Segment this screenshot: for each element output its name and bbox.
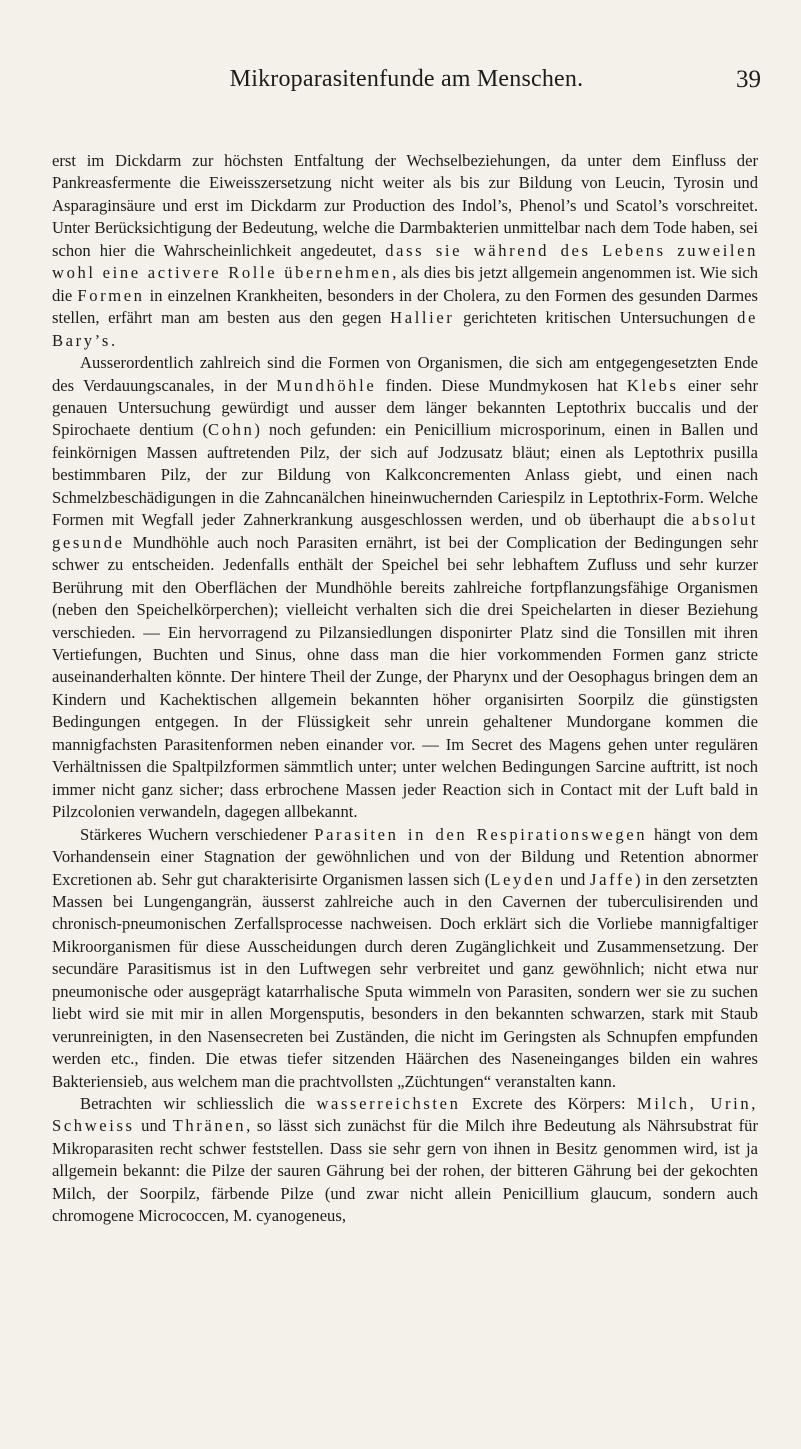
spaced-emphasis: Mundhöhle (276, 375, 377, 395)
spaced-emphasis: Milch, Urin, Schweiss (52, 1094, 758, 1136)
spaced-emphasis: absolut gesunde (52, 510, 758, 552)
text-run: erst im Dickdarm zur höchsten Entfaltung der Wechselbeziehungen, da unter dem Einfluss der Pankreasfermente die Eiweisszersetzung nicht weiter als bis zur Bildung von Leucin, Tyrosin und Asparaginsäure und erst im Dickdarm zur Production des Indol’s, Phenol’s und Scatol’s vorschreitet. Unter Berücksichtigung der Bedeutung, welche die Darmbakterien unmittelbar nach dem Tode haben, sei schon hier die Wahrscheinlichkeit angedeutet, (52, 151, 758, 260)
paragraph-2 (52, 352, 758, 824)
running-title: Mikroparasitenfunde am Menschen. (229, 66, 584, 92)
spaced-emphasis: Parasiten in den Respirationswegen (314, 824, 648, 844)
text-run: ) in den zersetzten Massen bei Lungengangrän, äusserst zahlreiche auch in den Cavernen der tuberculisirenden und chronisch-pneumonischen Zerfallsprocesse nachweisen. Doch erklärt sich die Vorliebe mannigfaltiger Mikroorganismen für diese Ausscheidungen durch deren Zugänglichkeit und Zusammensetzung. Der secundäre Parasitismus ist in den Luftwegen sehr verbreitet und ganz gewöhnlich; nicht etwa nur pneumonische oder ausgeprägt katarrhalische Sputa wimmeln von Parasiten, sondern wer sie zu suchen liebt wird sie mit mir in allen Morgensputis, besonders in den bekannten schwarzen, stark mit Staub verunreinigten, in den Nasensecreten bei Zuständen, die nicht im Geringsten als Schnupfen empfunden werden etc., finden. Die etwas tiefer sitzenden Häärchen des Naseneinganges bilden ein wahres Bakteriensieb, aus welchem man die prachtvollsten „Züchtungen“ veranstalten kann. (52, 869, 759, 1091)
text-run: Ausserordentlich zahlreich sind die Formen von Organismen, die sich am entgegengesetzten Ende des Verdauungscanales, in der (52, 353, 758, 395)
spaced-emphasis: dass sie während des Lebens zuweilen wohl eine activere Rolle übernehmen (52, 240, 758, 283)
text-run: gerichteten kritischen Untersuchungen (454, 308, 738, 328)
spaced-emphasis: wasserreichsten (316, 1094, 461, 1114)
spaced-emphasis: Jaffe (590, 869, 635, 889)
text-run: in einzelnen Krankheiten, besonders in der Cholera, zu den Formen des gesunden Darmes stellen, erfährt man am besten aus den gegen (52, 285, 759, 328)
text-run: , so lässt sich zunächst für die Milch ihre Bedeutung als Nährsubstrat für Mikroparasiten recht schwer feststellen. Dass sie sehr gern von ihnen in Besitz genommen wird, ist ja allgemein bekannt: die Pilze der sauren Gährung bei der rohen, der bitteren Gährung bei der gekochten Milch, der Soorpilz, färbende Pilze (und zwar nicht allein Penicillium glaucum, sondern auch chromogene Micrococcen, M. cyanogeneus, (52, 1116, 759, 1226)
text-run: und (555, 869, 591, 889)
text-run: . (110, 330, 116, 350)
spaced-emphasis: Thränen (172, 1116, 247, 1136)
page-number: 39 (736, 66, 761, 93)
spaced-emphasis: Cohn (208, 420, 255, 440)
text-run: Mundhöhle auch noch Parasiten ernährt, ist bei der Complication der Bedingungen sehr schwer zu entscheiden. Jedenfalls enthält der Speichel bei sehr lebhaftem Zufluss und sehr kurzer Berührung mit den Oberflächen der Mundhöhle bereits zahlreiche fortpflanzungsfähige Organismen (neben den Speichelkörperchen); vielleicht verhalten sich die drei Speichelarten in dieser Beziehung verschieden. — Ein hervorragend zu Pilzansiedlungen disponirter Platz sind die Tonsillen mit ihren Vertiefungen, Buchten und Sinus, ohne dass man die hier vorkommenden Formen ganz stricte auseinanderhalten könnte. Der hintere Theil der Zunge, der Pharynx und der Oesophagus bringen dem an Kindern und Kachektischen allgemein bekannten höher organisirten Soorpilz die günstigsten Bedingungen entgegen. In der Flüssigkeit sehr unrein gehaltener Mundorgane kommen die mannigfachsten Parasitenformen neben einander vor. — Im Secret des Magens gehen unter regulären Verhältnissen die Spaltpilzformen sämmtlich unter; unter welchen Bedingungen Sarcine auftritt, ist noch immer nicht ganz sicher; dass erbrochene Massen jeder Reaction sich in Contact mit der Luft bald in Pilzcolonien verwandeln, dagegen allbekannt. (52, 532, 758, 822)
text-run: Stärkeres Wuchern verschiedener (80, 824, 315, 844)
text-run: Betrachten wir schliesslich die (80, 1094, 317, 1114)
paragraph-1 (52, 150, 758, 352)
spaced-emphasis: Leyden (490, 869, 556, 889)
text-run: und (134, 1116, 173, 1136)
text-run: Excrete des Körpers: (460, 1094, 638, 1114)
spaced-emphasis: Formen (77, 285, 145, 305)
text-run: , als dies bis jetzt allgemein angenommen ist. Wie sich die (52, 263, 758, 305)
text-run: ) noch gefunden: ein Penicillium microsporinum, einen in Ballen und feinkörnigen Massen auftretenden Pilz, der sich auf Jodzusatz bläut; einen als Leptothrix pusilla bestimmbaren Pilz, der zur Bildung von Kalkconcrementen Anlass giebt, und einen nach Schmelzbeschädigungen in die Zahncanälchen hineinwuchernden Cariespilz in Leptothrix-Form. Welche Formen mit Wegfall jeder Zahnerkrankung ausgeschlossen werden, und ob überhaupt die (52, 420, 758, 530)
spaced-emphasis: Hallier (390, 308, 455, 328)
paragraph-3 (52, 824, 758, 1093)
spaced-emphasis: Klebs (626, 375, 679, 395)
text-run: hängt von dem Vorhandensein einer Stagnation der gewöhnlichen und von der Bildung und Retention abnormer Excretionen ab. Sehr gut charakterisirte Organismen lassen sich ( (52, 824, 758, 889)
body-text (52, 150, 758, 1228)
text-run: finden. Diese Mundmykosen hat (376, 375, 627, 395)
spaced-emphasis: de Bary’s (52, 308, 758, 350)
page-header (52, 66, 761, 106)
text-run: einer sehr genauen Untersuchung gewürdigt und ausser dem länger bekannten Leptothrix buccalis und der Spirochaete dentium ( (52, 375, 758, 440)
paragraph-4 (52, 1093, 758, 1228)
